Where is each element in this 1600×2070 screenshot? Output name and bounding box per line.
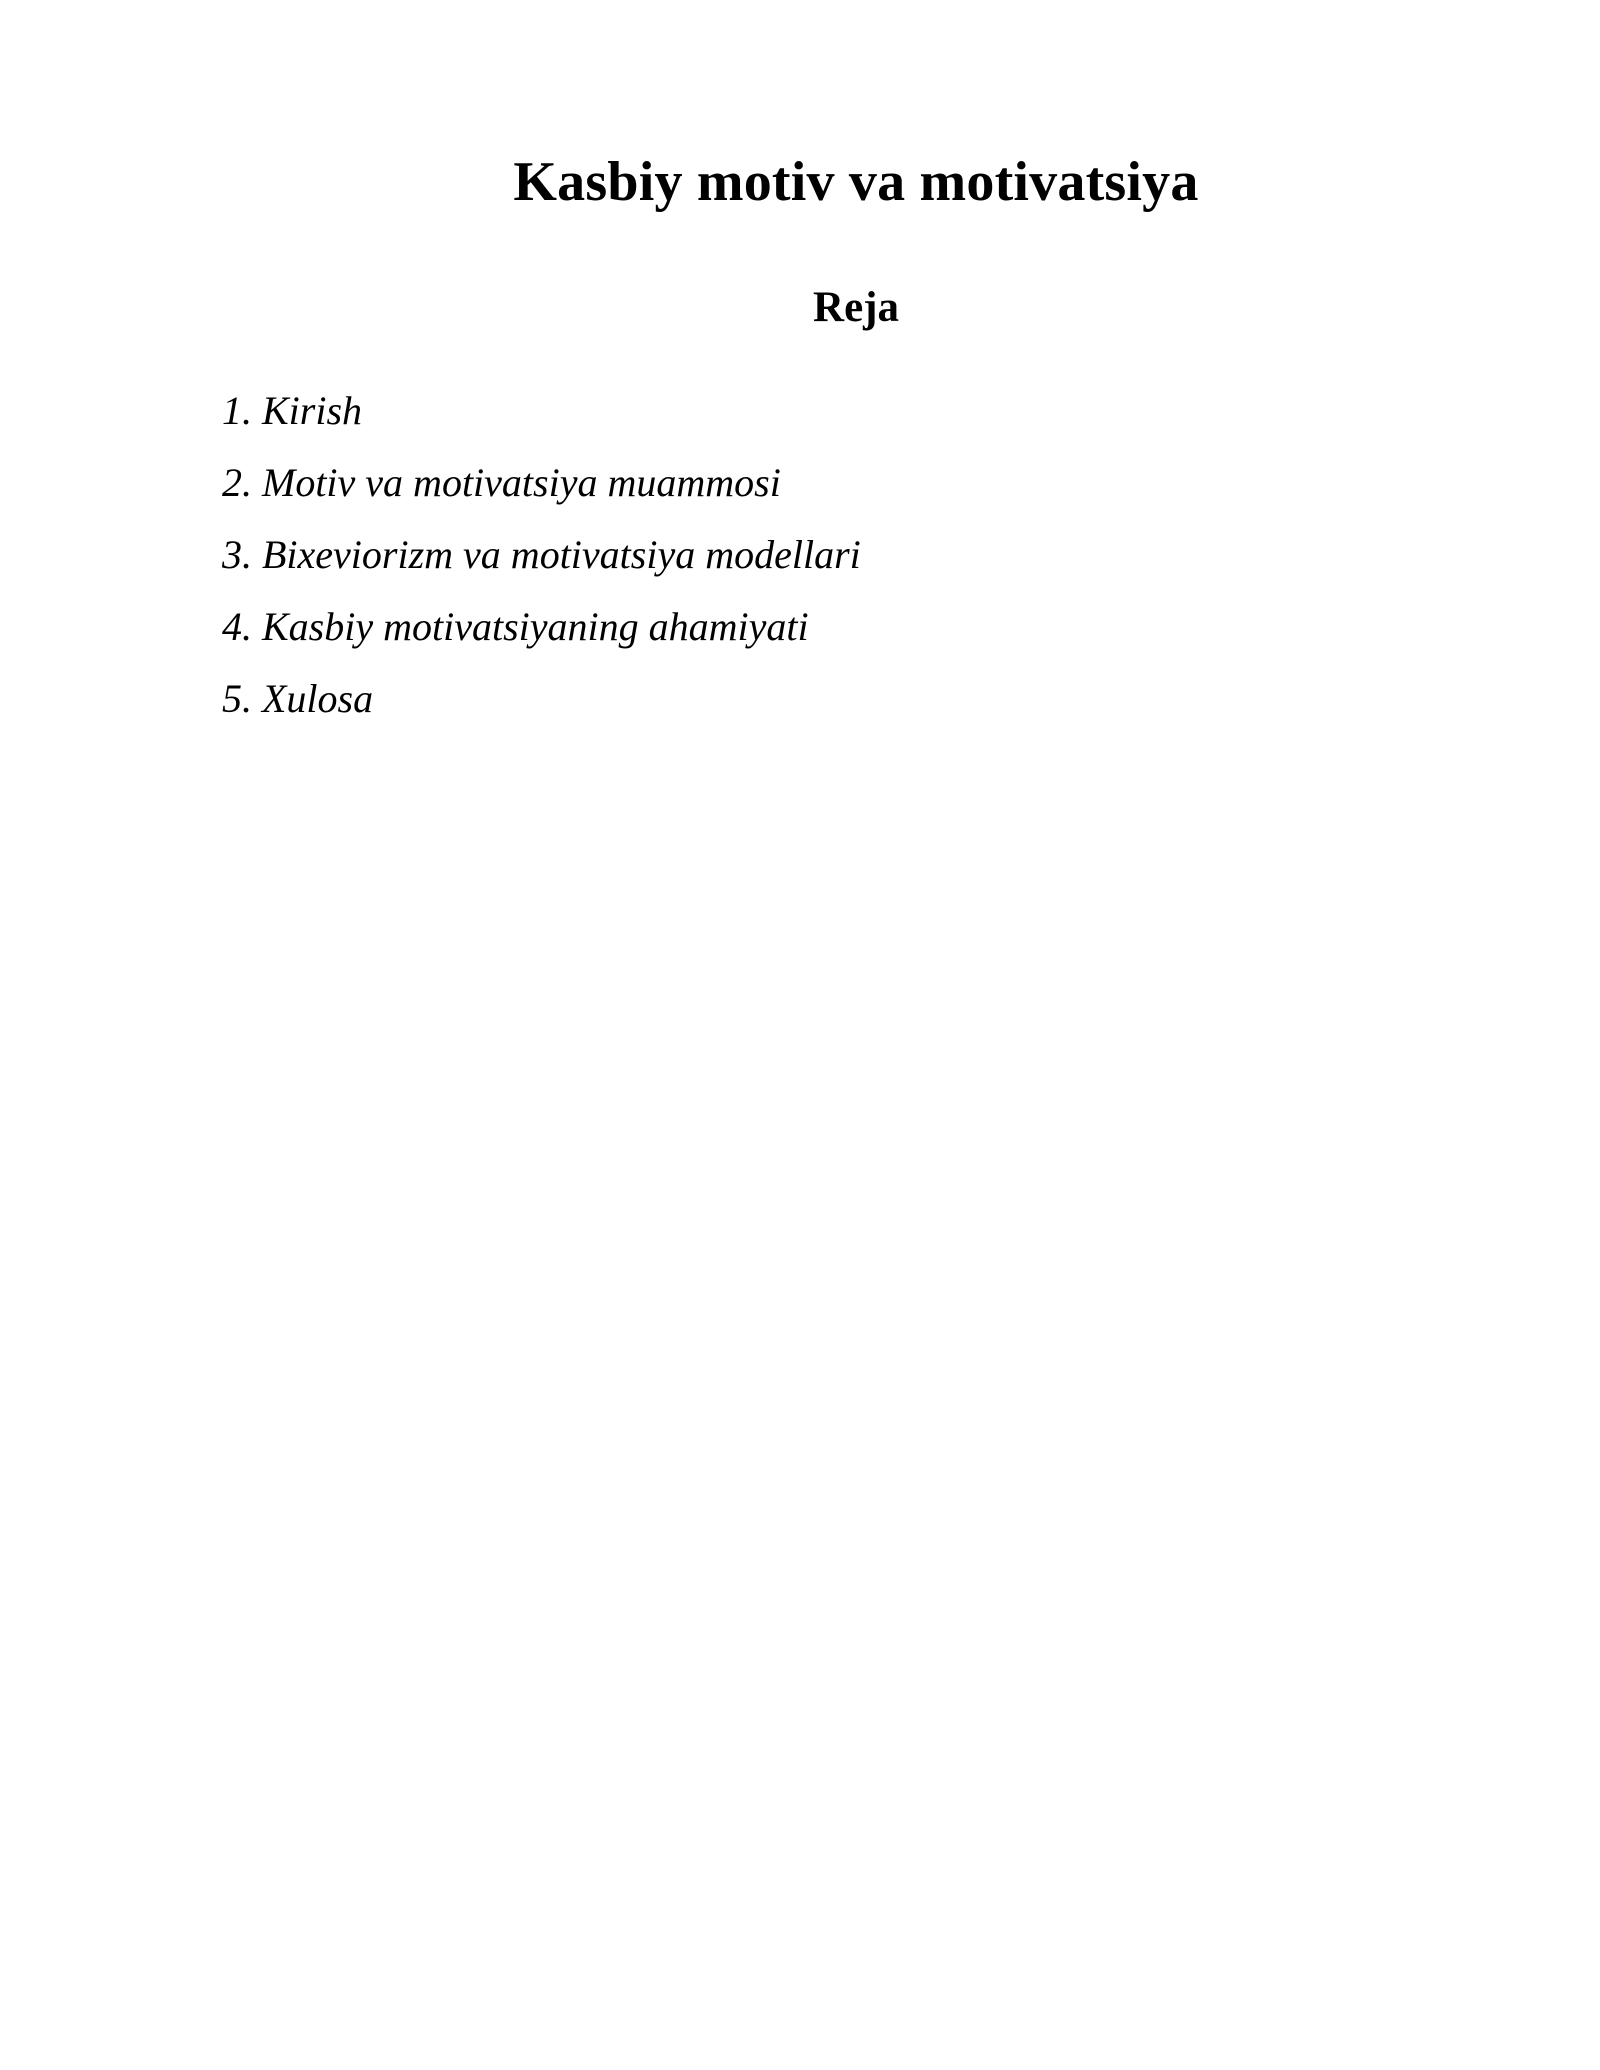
plan-item-number: 2. bbox=[222, 460, 252, 505]
document-title: Kasbiy motiv va motivatsiya bbox=[513, 151, 1199, 213]
plan-item-text: Bixeviorizm va motivatsiya modellari bbox=[262, 532, 861, 577]
plan-item-text: Kirish bbox=[262, 388, 363, 433]
plan-item-number: 4. bbox=[222, 604, 252, 649]
plan-item bbox=[222, 603, 861, 651]
plan-item-number: 5. bbox=[222, 676, 252, 721]
plan-item bbox=[222, 531, 861, 579]
plan-list bbox=[222, 387, 861, 747]
plan-heading: Reja bbox=[813, 284, 899, 331]
plan-item-number: 1. bbox=[222, 388, 252, 433]
plan-item-text: Xulosa bbox=[262, 676, 374, 721]
plan-item-text: Motiv va motivatsiya muammosi bbox=[262, 460, 781, 505]
plan-item-number: 3. bbox=[222, 532, 252, 577]
plan-item bbox=[222, 459, 861, 507]
plan-item-text: Kasbiy motivatsiyaning ahamiyati bbox=[262, 604, 809, 649]
plan-item bbox=[222, 675, 861, 723]
plan-item bbox=[222, 387, 861, 435]
